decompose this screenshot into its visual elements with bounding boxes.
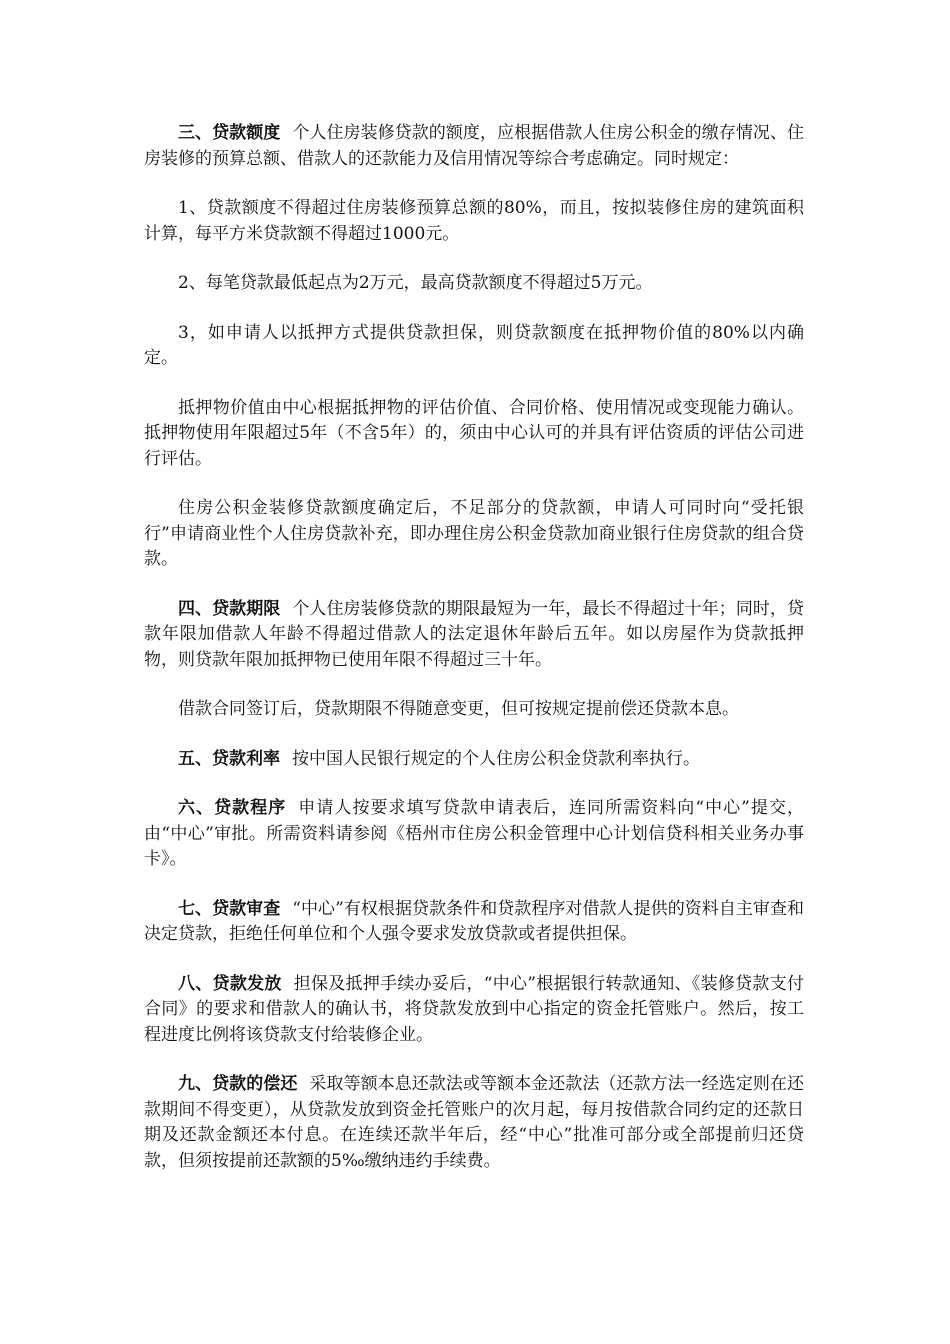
paragraph-text: 担保及抵押手续办妥后，“中心”根据银行转款通知、《装修贷款支付合同》的要求和借款人的确认书，将贷款发放到中心指定的资金托管账户。然后，按工程进度比例将该贷款支付给装修企业。 [144, 973, 804, 1045]
paragraph-text: 采取等额本息还款法或等额本金还款法（还款方法一经选定则在还款期间不得变更），从贷款发放到资金托管账户的次月起，每月按借款合同约定的还款日期及还款金额还本付息。在连续还款半年后，经“中心”批准可部分或全部提前归还贷款，但须按提前还款额的5‰缴纳违约手续费。 [144, 1074, 805, 1171]
paragraph-loan-repayment [144, 1072, 804, 1174]
paragraph-amount-rule-1 [144, 196, 804, 247]
paragraph-interest-rate [144, 747, 804, 773]
paragraph-amount-rule-2 [144, 271, 804, 297]
section-heading: 七、贷款审查 [178, 898, 281, 919]
paragraph-text: 按中国人民银行规定的个人住房公积金贷款利率执行。 [292, 748, 700, 769]
paragraph-text: 抵押物价值由中心根据抵押物的评估价值、合同价格、使用情况或变现能力确认。抵押物使用年限超过5年（不含5年）的，须由中心认可的并具有评估资质的评估公司进行评估。 [144, 397, 804, 469]
paragraph-text: 3，如申请人以抵押方式提供贷款担保，则贷款额度在抵押物价值的80%以内确定。 [144, 322, 804, 368]
section-heading: 六、贷款程序 [178, 798, 287, 818]
section-heading: 八、贷款发放 [178, 973, 282, 994]
paragraph-term-change [144, 697, 804, 723]
section-heading: 四、贷款期限 [178, 598, 281, 619]
section-heading: 五、贷款利率 [178, 748, 280, 769]
paragraph-loan-disbursement [144, 972, 804, 1049]
paragraph-text: 1、贷款额度不得超过住房装修预算总额的80%，而且，按拟装修住房的建筑面积计算，每平方米贷款额不得超过1000元。 [144, 198, 804, 244]
paragraph-text: 2、每笔贷款最低起点为2万元，最高贷款额度不得超过5万元。 [178, 273, 653, 293]
paragraph-text: 住房公积金装修贷款额度确定后，不足部分的贷款额，申请人可同时向“受托银行”申请商业性个人住房贷款补充，即办理住房公积金贷款加商业银行住房贷款的组合贷款。 [144, 498, 804, 569]
document-page [144, 121, 804, 1198]
paragraph-collateral-value [144, 396, 804, 473]
section-heading: 三、贷款额度 [178, 123, 281, 143]
paragraph-amount-rule-3 [144, 321, 804, 372]
paragraph-text: 个人住房装修贷款的期限最短为一年，最长不得超过十年；同时，贷款年限加借款人年龄不得超过借款人的法定退休年龄后五年。如以房屋作为贷款抵押物，则贷款年限加抵押物已使用年限不得超过三十年。 [144, 598, 804, 670]
paragraph-loan-review [144, 897, 804, 948]
paragraph-loan-procedure [144, 796, 804, 873]
paragraph-loan-amount [144, 121, 804, 172]
paragraph-text: “中心”有权根据贷款条件和贷款程序对借款人提供的资料自主审查和决定贷款，拒绝任何单位和个人强令要求发放贷款或者提供担保。 [144, 898, 805, 944]
paragraph-text: 个人住房装修贷款的额度，应根据借款人住房公积金的缴存情况、住房装修的预算总额、借款人的还款能力及信用情况等综合考虑确定。同时规定： [144, 123, 804, 169]
paragraph-loan-term [144, 597, 804, 674]
paragraph-text: 申请人按要求填写贷款申请表后，连同所需资料向“中心”提交，由“中心”审批。所需资料请参阅《梧州市住房公积金管理中心计划信贷科相关业务办事卡》。 [144, 798, 805, 869]
paragraph-combined-loan [144, 496, 804, 573]
paragraph-text: 借款合同签订后，贷款期限不得随意变更，但可按规定提前偿还贷款本息。 [178, 699, 739, 719]
section-heading: 九、贷款的偿还 [178, 1074, 298, 1094]
